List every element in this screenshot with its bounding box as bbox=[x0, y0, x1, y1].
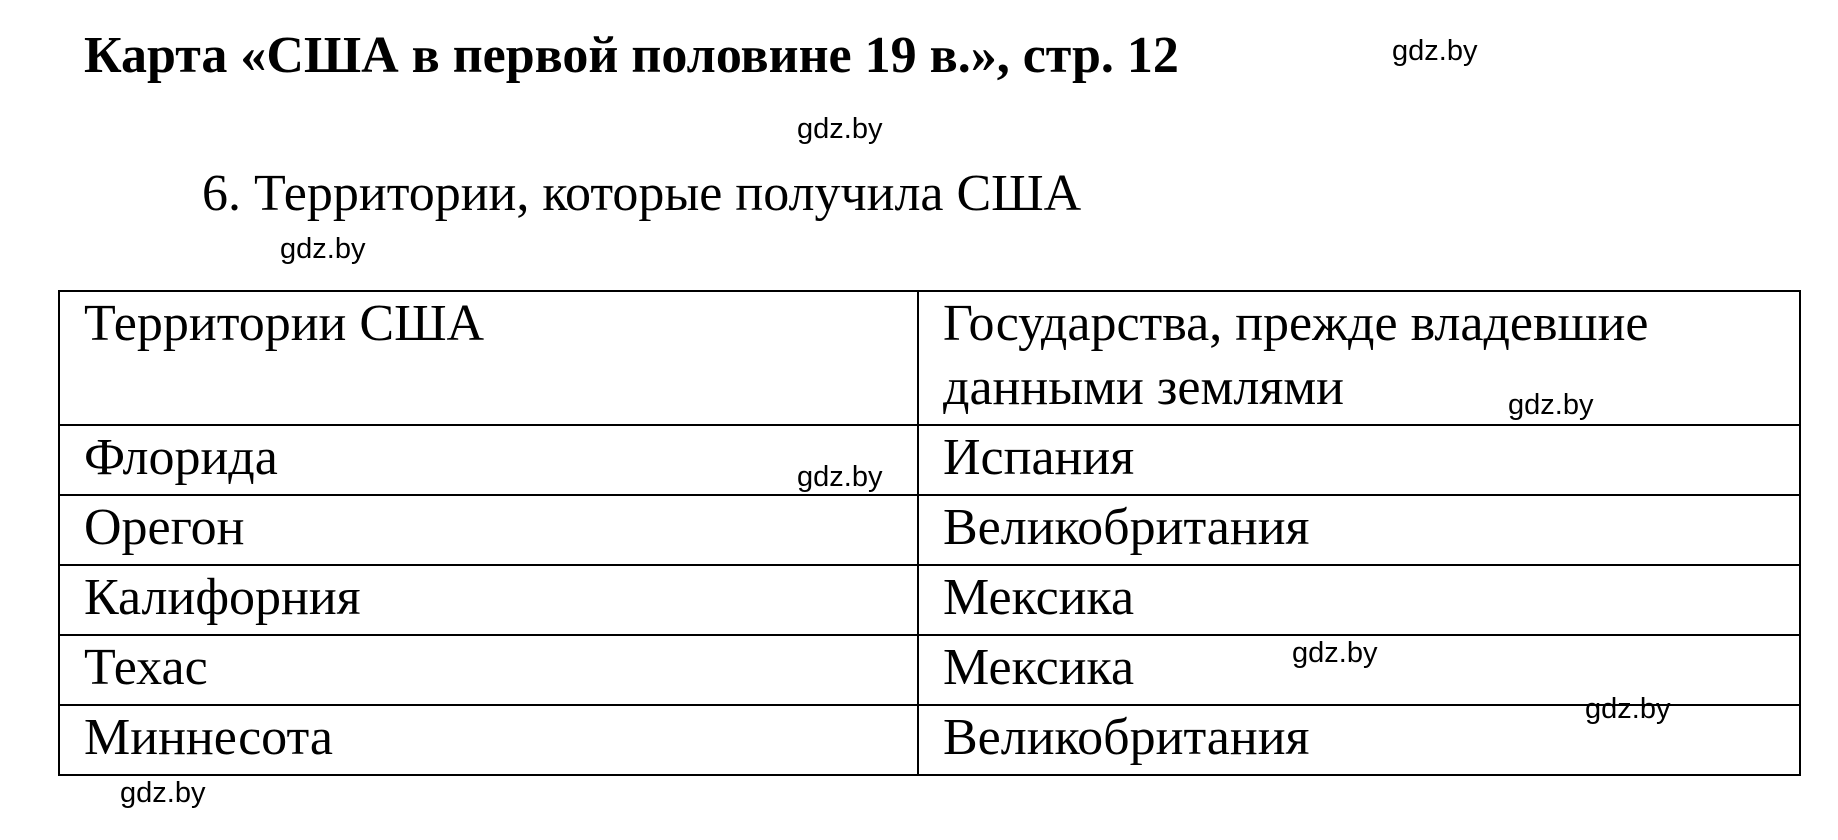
territory-cell: Миннесота bbox=[59, 705, 918, 775]
watermark: gdz.by bbox=[797, 113, 883, 145]
watermark: gdz.by bbox=[280, 233, 366, 265]
owner-cell: Великобритания bbox=[918, 495, 1800, 565]
table-row bbox=[59, 705, 1800, 775]
watermark: gdz.by bbox=[1392, 35, 1478, 67]
table-row bbox=[59, 635, 1800, 705]
table-row bbox=[59, 425, 1800, 495]
table-row bbox=[59, 495, 1800, 565]
watermark: gdz.by bbox=[797, 461, 883, 493]
header-previous-owners: Государства, прежде владевшие данными землями bbox=[918, 291, 1800, 425]
territory-cell: Техас bbox=[59, 635, 918, 705]
header-territories: Территории США bbox=[59, 291, 918, 425]
owner-cell: Мексика bbox=[918, 565, 1800, 635]
territory-cell: Орегон bbox=[59, 495, 918, 565]
territory-cell: Флорида bbox=[59, 425, 918, 495]
task-heading: 6. Территории, которые получила США bbox=[202, 165, 1082, 222]
table-row bbox=[59, 565, 1800, 635]
watermark: gdz.by bbox=[1585, 693, 1671, 725]
watermark: gdz.by bbox=[1508, 389, 1594, 421]
territories-table bbox=[58, 290, 1801, 776]
watermark: gdz.by bbox=[120, 777, 206, 809]
page-title: Карта «США в первой половине 19 в.», стр. 12 bbox=[84, 27, 1179, 84]
owner-cell: Мексика bbox=[918, 635, 1800, 705]
watermark: gdz.by bbox=[1292, 637, 1378, 669]
territory-cell: Калифорния bbox=[59, 565, 918, 635]
owner-cell: Великобритания bbox=[918, 705, 1800, 775]
owner-cell: Испания bbox=[918, 425, 1800, 495]
